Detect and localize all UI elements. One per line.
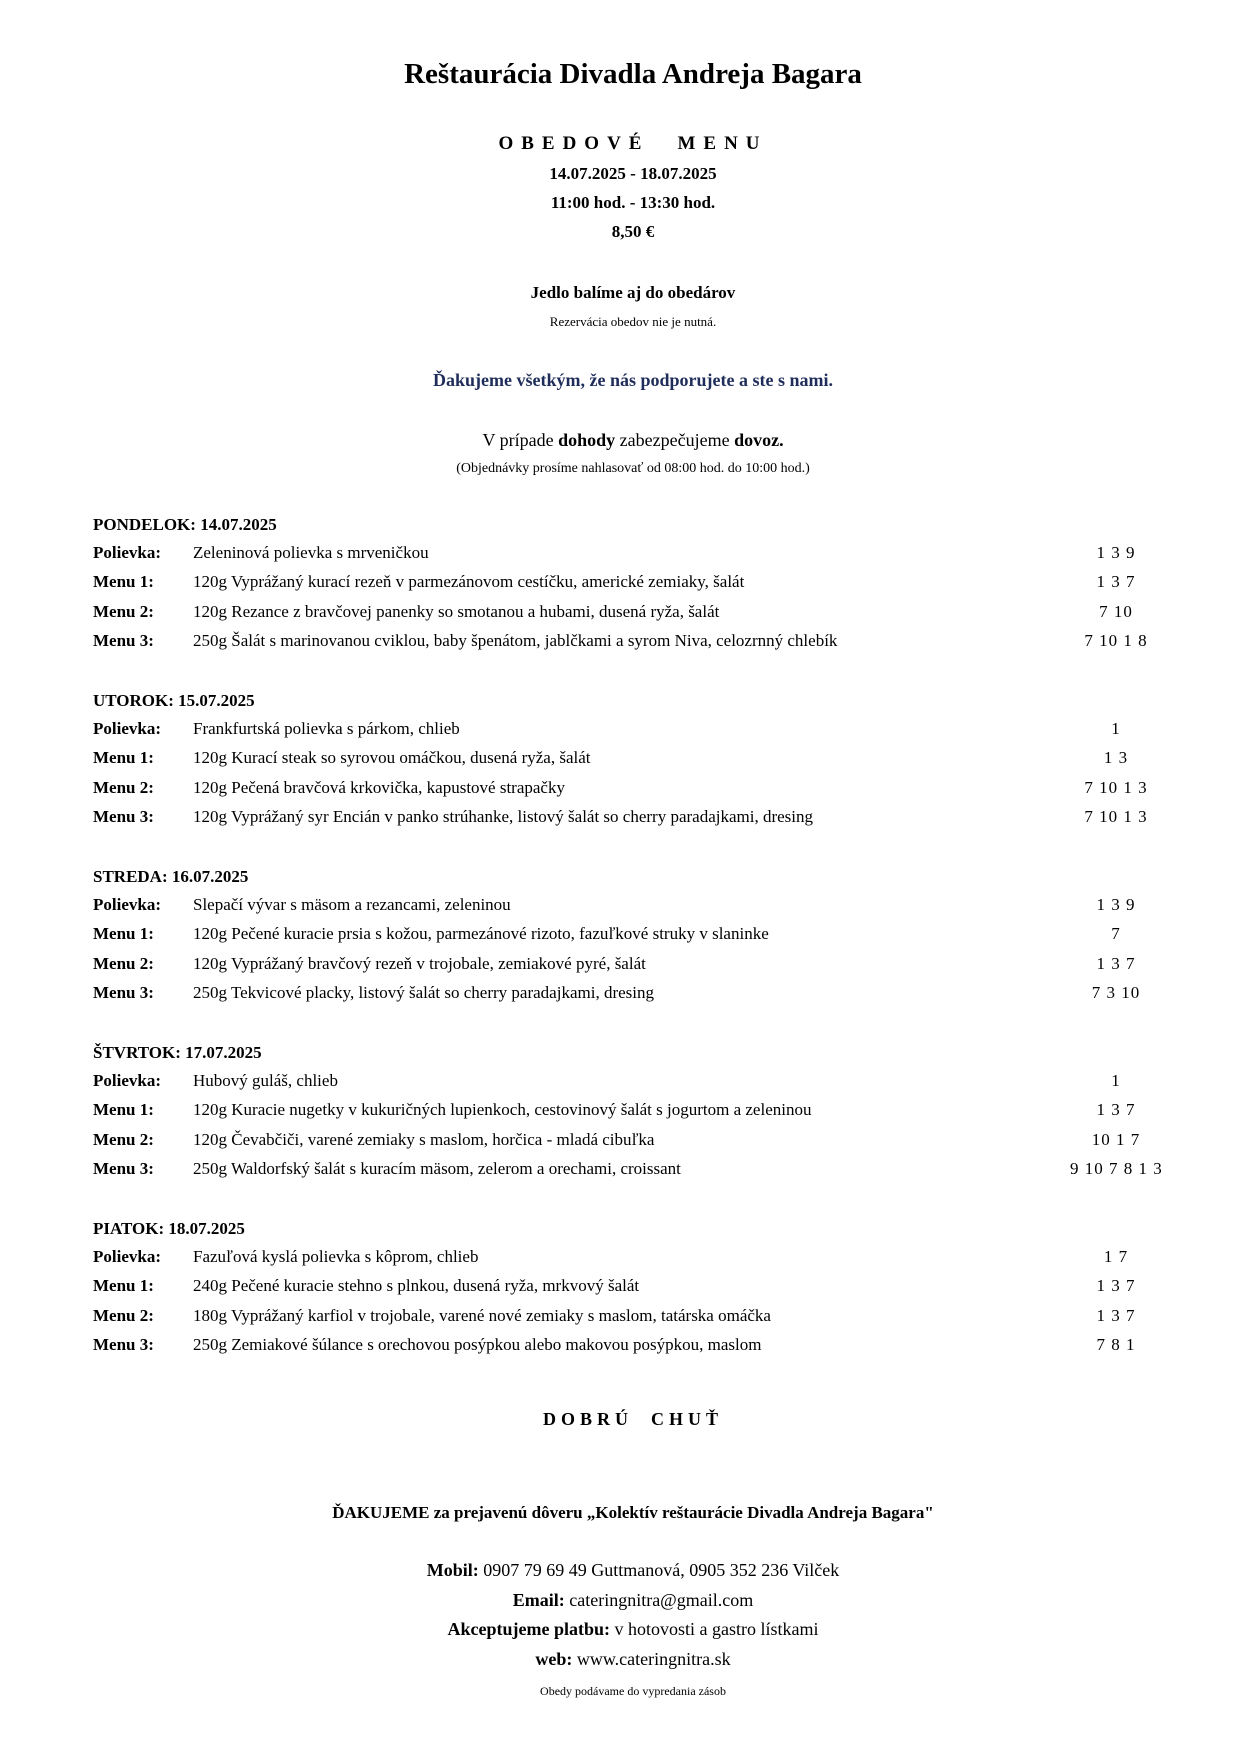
menu-item-allergens: 1 bbox=[1111, 719, 1121, 738]
lunch-menu-heading bbox=[0, 133, 1240, 155]
menu-item-label: Menu 3: bbox=[93, 1334, 154, 1354]
menu-item-description: 250g Waldorfský šalát s kuracím mäsom, zelerom a orechami, croissant bbox=[193, 1158, 681, 1178]
menu-item-allergens: 1 3 7 bbox=[1096, 1305, 1136, 1325]
delivery-text-2: zabezpečujeme bbox=[619, 430, 730, 450]
menu-item-description: Fazuľová kyslá polievka s kôprom, chlieb bbox=[193, 1247, 479, 1266]
menu-item-allergens: 7 10 bbox=[1099, 601, 1133, 621]
delivery-bold-2: dovoz. bbox=[734, 430, 784, 450]
menu-item-row bbox=[0, 924, 1240, 950]
menu-item-row bbox=[0, 1335, 1240, 1361]
web-label: web: bbox=[535, 1649, 573, 1669]
menu-item-description: 120g Vyprážaný syr Encián v panko strúhanke, listový šalát so cherry paradajkami, dresing bbox=[193, 806, 814, 826]
menu-item-label: Menu 1: bbox=[93, 924, 154, 944]
menu-item-row bbox=[0, 1100, 1240, 1126]
menu-item-allergens: 9 10 7 8 1 3 bbox=[1070, 1158, 1163, 1178]
mobile-label: Mobil: bbox=[426, 1560, 479, 1580]
day-heading: ŠTVRTOK: 17.07.2025 bbox=[93, 1043, 262, 1062]
bon-word-1: DOBRÚ bbox=[542, 1409, 633, 1429]
menu-item-label: Menu 2: bbox=[93, 1305, 154, 1325]
menu-item-label: Menu 3: bbox=[93, 630, 154, 650]
menu-item-description: 250g Tekvicové placky, listový šalát so cherry paradajkami, dresing bbox=[193, 982, 654, 1002]
menu-item-description: 120g Vyprážaný bravčový rezeň v trojobale, zemiakové pyré, šalát bbox=[193, 953, 646, 973]
sold-out-note: Obedy podávame do vypredania zásob bbox=[540, 1684, 726, 1698]
menu-item-label: Menu 3: bbox=[93, 1158, 154, 1178]
menu-item-row bbox=[0, 895, 1240, 921]
menu-item-label: Menu 2: bbox=[93, 953, 154, 973]
menu-heading-word-1: OBEDOVÉ bbox=[498, 133, 650, 154]
menu-item-label: Polievka: bbox=[93, 895, 161, 914]
menu-item-allergens: 10 1 7 bbox=[1091, 1129, 1141, 1149]
menu-item-row bbox=[0, 954, 1240, 980]
packaging-note: Jedlo balíme aj do obedárov bbox=[530, 283, 736, 302]
menu-item-allergens: 1 bbox=[1111, 1071, 1121, 1090]
menu-item-label: Menu 3: bbox=[93, 982, 154, 1002]
menu-item-description: 120g Čevabčiči, varené zemiaky s maslom, horčica - mladá cibuľka bbox=[193, 1129, 655, 1149]
orders-note: (Objednávky prosíme nahlasovať od 08:00 hod. do 10:00 hod.) bbox=[456, 461, 810, 476]
menu-heading-word-2: MENU bbox=[677, 133, 768, 154]
menu-item-row bbox=[0, 807, 1240, 833]
menu-item-row bbox=[0, 572, 1240, 598]
mobile-value: 0907 79 69 49 Guttmanová, 0905 352 236 Vilček bbox=[483, 1560, 840, 1580]
delivery-text-1: V prípade bbox=[482, 430, 554, 450]
menu-item-row bbox=[0, 778, 1240, 804]
menu-item-description: Slepačí vývar s mäsom a rezancami, zeleninou bbox=[193, 895, 511, 914]
delivery-note bbox=[0, 430, 1240, 451]
web-value: www.cateringnitra.sk bbox=[576, 1649, 731, 1669]
menu-item-label: Menu 3: bbox=[93, 806, 154, 826]
mobile-line bbox=[0, 1560, 1240, 1581]
menu-item-row bbox=[0, 1306, 1240, 1332]
restaurant-title: Reštaurácia Divadla Andreja Bagara bbox=[404, 58, 862, 90]
menu-item-label: Menu 1: bbox=[93, 1276, 154, 1296]
payment-line bbox=[0, 1619, 1240, 1640]
menu-item-allergens: 7 10 1 8 bbox=[1084, 630, 1148, 650]
menu-item-description: 250g Zemiakové šúlance s orechovou posýpkou alebo makovou posýpkou, maslom bbox=[193, 1334, 762, 1354]
menu-item-allergens: 7 3 10 bbox=[1091, 982, 1141, 1002]
menu-item-allergens: 1 3 7 bbox=[1096, 1276, 1136, 1296]
web-line bbox=[0, 1649, 1240, 1670]
menu-item-description: 120g Rezance z bravčovej panenky so smotanou a hubami, dusená ryža, šalát bbox=[193, 601, 720, 621]
menu-item-description: 120g Pečené kuracie prsia s kožou, parmezánové rizoto, fazuľkové struky v slaninke bbox=[193, 924, 769, 944]
email-label: Email: bbox=[512, 1590, 565, 1610]
menu-item-label: Menu 2: bbox=[93, 1129, 154, 1149]
menu-item-description: 180g Vyprážaný karfiol v trojobale, varené nové zemiaky s maslom, tatárska omáčka bbox=[193, 1305, 771, 1325]
menu-date-range: 14.07.2025 - 18.07.2025 bbox=[549, 164, 717, 183]
menu-item-row bbox=[0, 1159, 1240, 1185]
thanks-note: Ďakujeme všetkým, že nás podporujete a ste s nami. bbox=[433, 370, 833, 390]
menu-item-description: Frankfurtská polievka s párkom, chlieb bbox=[193, 719, 460, 738]
menu-item-row bbox=[0, 543, 1240, 569]
menu-item-row bbox=[0, 983, 1240, 1009]
menu-price: 8,50 € bbox=[611, 222, 655, 241]
menu-item-label: Menu 1: bbox=[93, 572, 154, 592]
menu-item-row bbox=[0, 631, 1240, 657]
menu-item-label: Polievka: bbox=[93, 543, 161, 562]
menu-item-allergens: 7 10 1 3 bbox=[1084, 806, 1148, 826]
day-heading: PONDELOK: 14.07.2025 bbox=[93, 515, 277, 534]
delivery-bold-1: dohody bbox=[558, 430, 616, 450]
menu-item-label: Menu 1: bbox=[93, 748, 154, 768]
menu-item-allergens: 1 3 7 bbox=[1096, 572, 1136, 592]
reservation-note: Rezervácia obedov nie je nutná. bbox=[549, 314, 717, 329]
menu-item-allergens: 1 7 bbox=[1103, 1247, 1129, 1266]
payment-label: Akceptujeme platbu: bbox=[447, 1619, 610, 1639]
menu-item-description: 120g Vyprážaný kurací rezeň v parmezánovom cestíčku, americké zemiaky, šalát bbox=[193, 572, 745, 592]
menu-item-description: Hubový guláš, chlieb bbox=[193, 1071, 338, 1090]
menu-item-label: Polievka: bbox=[93, 719, 161, 738]
menu-item-description: 240g Pečené kuracie stehno s plnkou, dusená ryža, mrkvový šalát bbox=[193, 1276, 640, 1296]
email-value: cateringnitra@gmail.com bbox=[569, 1590, 754, 1610]
menu-item-row bbox=[0, 602, 1240, 628]
menu-item-row bbox=[0, 1276, 1240, 1302]
trust-note: ĎAKUJEME za prejavenú dôveru „Kolektív reštaurácie Divadla Andreja Bagara" bbox=[332, 1503, 934, 1522]
menu-item-allergens: 7 10 1 3 bbox=[1084, 777, 1148, 797]
menu-item-allergens: 1 3 bbox=[1103, 748, 1129, 768]
menu-item-allergens: 7 8 1 bbox=[1096, 1334, 1136, 1354]
day-heading: UTOROK: 15.07.2025 bbox=[93, 691, 255, 710]
serving-hours: 11:00 hod. - 13:30 hod. bbox=[550, 193, 716, 212]
menu-item-description: Zeleninová polievka s mrveničkou bbox=[193, 543, 429, 562]
menu-item-label: Menu 2: bbox=[93, 777, 154, 797]
menu-item-label: Polievka: bbox=[93, 1247, 161, 1266]
menu-item-allergens: 1 3 7 bbox=[1096, 1100, 1136, 1120]
bon-word-2: CHUŤ bbox=[651, 1409, 724, 1429]
menu-item-allergens: 7 bbox=[1111, 924, 1121, 944]
bon-appetit bbox=[0, 1409, 1240, 1430]
menu-item-allergens: 1 3 9 bbox=[1096, 895, 1136, 914]
menu-item-label: Polievka: bbox=[93, 1071, 161, 1090]
email-line bbox=[0, 1590, 1240, 1611]
menu-item-row bbox=[0, 1247, 1240, 1273]
menu-item-row bbox=[0, 719, 1240, 745]
menu-item-description: 120g Kuracie nugetky v kukuričných lupienkoch, cestovinový šalát s jogurtom a zeleninou bbox=[193, 1100, 812, 1120]
menu-item-row bbox=[0, 1130, 1240, 1156]
menu-item-allergens: 1 3 9 bbox=[1096, 543, 1136, 562]
menu-item-description: 120g Kurací steak so syrovou omáčkou, dusená ryža, šalát bbox=[193, 748, 591, 768]
menu-item-row bbox=[0, 748, 1240, 774]
menu-item-row bbox=[0, 1071, 1240, 1097]
menu-item-description: 250g Šalát s marinovanou cviklou, baby špenátom, jablčkami a syrom Niva, celozrnný chlebík bbox=[193, 630, 838, 650]
day-heading: STREDA: 16.07.2025 bbox=[93, 867, 249, 886]
day-heading: PIATOK: 18.07.2025 bbox=[93, 1219, 245, 1238]
menu-item-label: Menu 2: bbox=[93, 601, 154, 621]
menu-item-allergens: 1 3 7 bbox=[1096, 953, 1136, 973]
payment-value: v hotovosti a gastro lístkami bbox=[614, 1619, 819, 1639]
menu-item-label: Menu 1: bbox=[93, 1100, 154, 1120]
menu-item-description: 120g Pečená bravčová krkovička, kapustové strapačky bbox=[193, 777, 565, 797]
